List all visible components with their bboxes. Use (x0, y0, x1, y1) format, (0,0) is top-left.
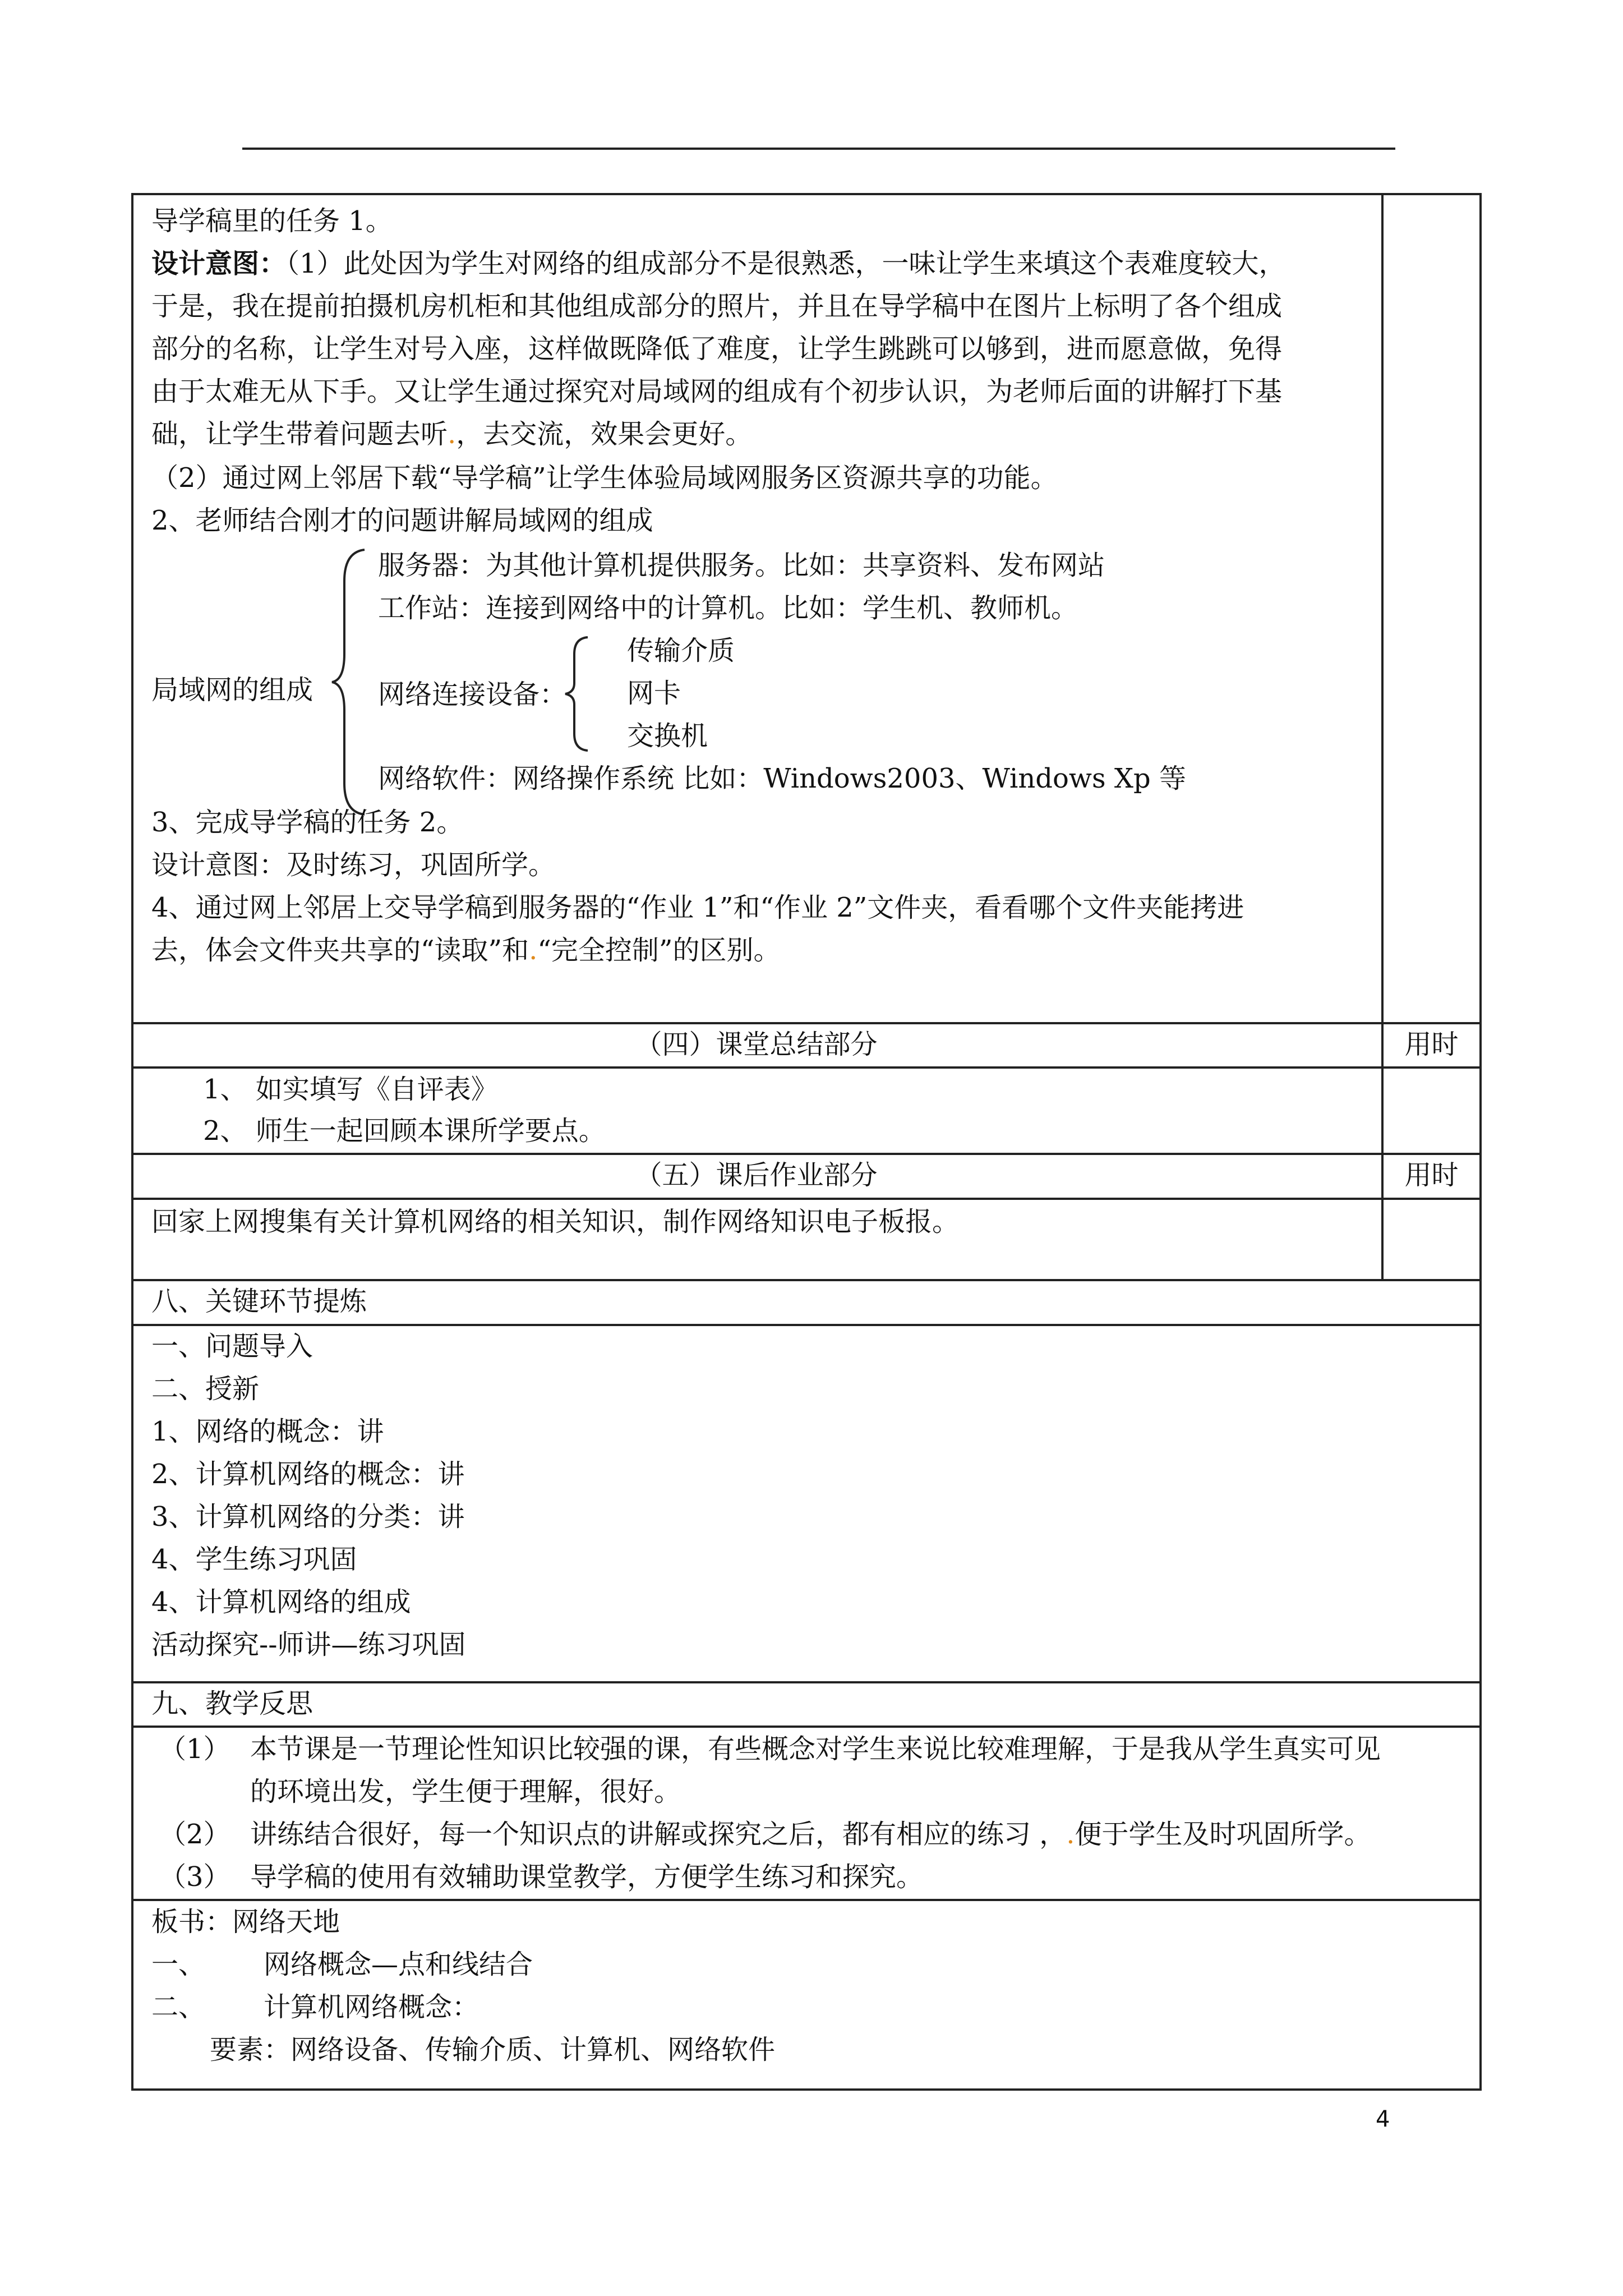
section8-line-8: 活动探究--师讲—练习巩固 (151, 1629, 466, 1660)
section8-line-7: 4、计算机网络的组成 (151, 1586, 411, 1618)
section9-title: 九、教学反思 (151, 1688, 313, 1719)
section5-homework: 回家上网搜集有关计算机网络的相关知识，制作网络知识电子板报。 (151, 1206, 960, 1237)
section4-time-label: 用时 (1404, 1029, 1459, 1060)
section8-line-6: 4、学生练习巩固 (151, 1544, 357, 1575)
design3-text: 设计意图：及时练习，巩固所学。 (151, 849, 556, 881)
rule-board (131, 1899, 1482, 1901)
section5-title: （五）课后作业部分 (635, 1159, 878, 1191)
board-title: 板书：网络天地 (151, 1906, 340, 1938)
rule-section9-body (131, 1726, 1482, 1728)
device-medium: 传输介质 (627, 635, 735, 666)
lan-root-label: 局域网的组成 (151, 674, 313, 706)
device-nic: 网卡 (627, 678, 681, 709)
board-line1: 网络概念—点和线结合 (264, 1949, 533, 1980)
page-number: 4 (1376, 2106, 1390, 2132)
rule-section9 (131, 1681, 1482, 1683)
reflection-3-text: 导学稿的使用有效辅助课堂教学，方便学生练习和探究。 (250, 1861, 924, 1893)
devices-brace (563, 635, 591, 753)
lan-server: 服务器：为其他计算机提供服务。比如：共享资料、发布网站 (378, 550, 1105, 581)
board-line2: 计算机网络概念： (264, 1991, 479, 2023)
board-line1-number: 一、 (151, 1949, 206, 1980)
table-border-bottom (131, 2088, 1482, 2091)
reflection-1-line2: 的环境出发，学生便于理解，很好。 (250, 1776, 681, 1807)
design-intent-line1 (151, 247, 1286, 280)
lan-devices: 网络连接设备： (378, 679, 567, 710)
step2-text: 2、老师结合刚才的问题讲解局域网的组成 (151, 505, 653, 536)
design-intent-label: 设计意图： (151, 248, 287, 279)
rule-section4-body (131, 1066, 1482, 1069)
section4-item-2: 2、 师生一起回顾本课所学要点。 (203, 1115, 606, 1147)
table-border-left (131, 193, 133, 2091)
section8-title: 八、关键环节提炼 (151, 1286, 367, 1317)
section8-line-3: 1、网络的概念：讲 (151, 1416, 384, 1447)
step3-text: 3、完成导学稿的任务 2。 (151, 807, 464, 838)
time-column-divider (1381, 193, 1384, 1279)
lesson-plan-table (131, 193, 1482, 2091)
task1-text: 导学稿里的任务 1。 (151, 205, 393, 237)
section8-line-4: 2、计算机网络的概念：讲 (151, 1458, 465, 1490)
section4-title: （四）课堂总结部分 (635, 1029, 878, 1060)
step4-line2: 去，体会文件夹共享的“读取”和.“完全控制”的区别。 (151, 935, 781, 966)
reflection-1-line1: 本节课是一节理论性知识比较强的课，有些概念对学生来说比较难理解，于是我从学生真实可见 (250, 1733, 1381, 1765)
lan-software: 网络软件：网络操作系统 比如：Windows2003、Windows Xp 等 (378, 763, 1187, 794)
step4-line1: 4、通过网上邻居上交导学稿到服务器的“作业 1”和“作业 2”文件夹，看看哪个文件夹能拷进 (151, 892, 1244, 923)
rule-section8 (131, 1279, 1482, 1281)
board-line2-number: 二、 (151, 1991, 206, 2023)
rule-section5 (131, 1153, 1482, 1155)
design-intent-text: （1）此处因为学生对网络的组成部分不是很熟悉，一味让学生来填这个表难度较大， (286, 248, 1286, 279)
rule-section8-body (131, 1324, 1482, 1326)
rule-section5-body (131, 1198, 1482, 1200)
device-switch: 交换机 (627, 720, 708, 752)
reflection-2-number: （2） (159, 1819, 230, 1850)
design-intent-line5: 础，让学生带着问题去听.，去交流，效果会更好。 (151, 418, 753, 450)
design-intent-line2: 于是，我在提前拍摄机房机柜和其他组成部分的照片，并且在导学稿中在图片上标明了各个组成 (151, 291, 1283, 322)
section5-time-label: 用时 (1404, 1159, 1459, 1191)
rule-section4 (131, 1022, 1482, 1024)
lan-workstation: 工作站：连接到网络中的计算机。比如：学生机、教师机。 (378, 592, 1078, 624)
reflection-3-number: （3） (159, 1861, 230, 1893)
design-intent-line4: 由于太难无从下手。又让学生通过探究对局域网的组成有个初步认识，为老师后面的讲解打下基 (151, 376, 1283, 407)
section8-line-2: 二、授新 (151, 1373, 260, 1405)
section8-line-5: 3、计算机网络的分类：讲 (151, 1501, 465, 1533)
design-intent-line6: （2）通过网上邻居下载“导学稿”让学生体验局域网服务区资源共享的功能。 (151, 462, 1058, 494)
lan-brace (330, 547, 369, 817)
section8-line-1: 一、问题导入 (151, 1331, 313, 1362)
design-intent-line3: 部分的名称，让学生对号入座，这样做既降低了难度，让学生跳跳可以够到，进而愿意做，免得 (151, 333, 1283, 365)
reflection-1-number: （1） (159, 1733, 230, 1765)
table-border-right (1479, 193, 1482, 2091)
reflection-2-text: 讲练结合很好，每一个知识点的讲解或探究之后，都有相应的练习 ，.便于学生及时巩固所学。 (250, 1819, 1371, 1850)
header-rule (242, 148, 1395, 150)
section4-item-1: 1、 如实填写《自评表》 (203, 1074, 498, 1105)
board-line3: 要素：网络设备、传输介质、计算机、网络软件 (210, 2034, 776, 2065)
table-border-top (131, 193, 1482, 195)
